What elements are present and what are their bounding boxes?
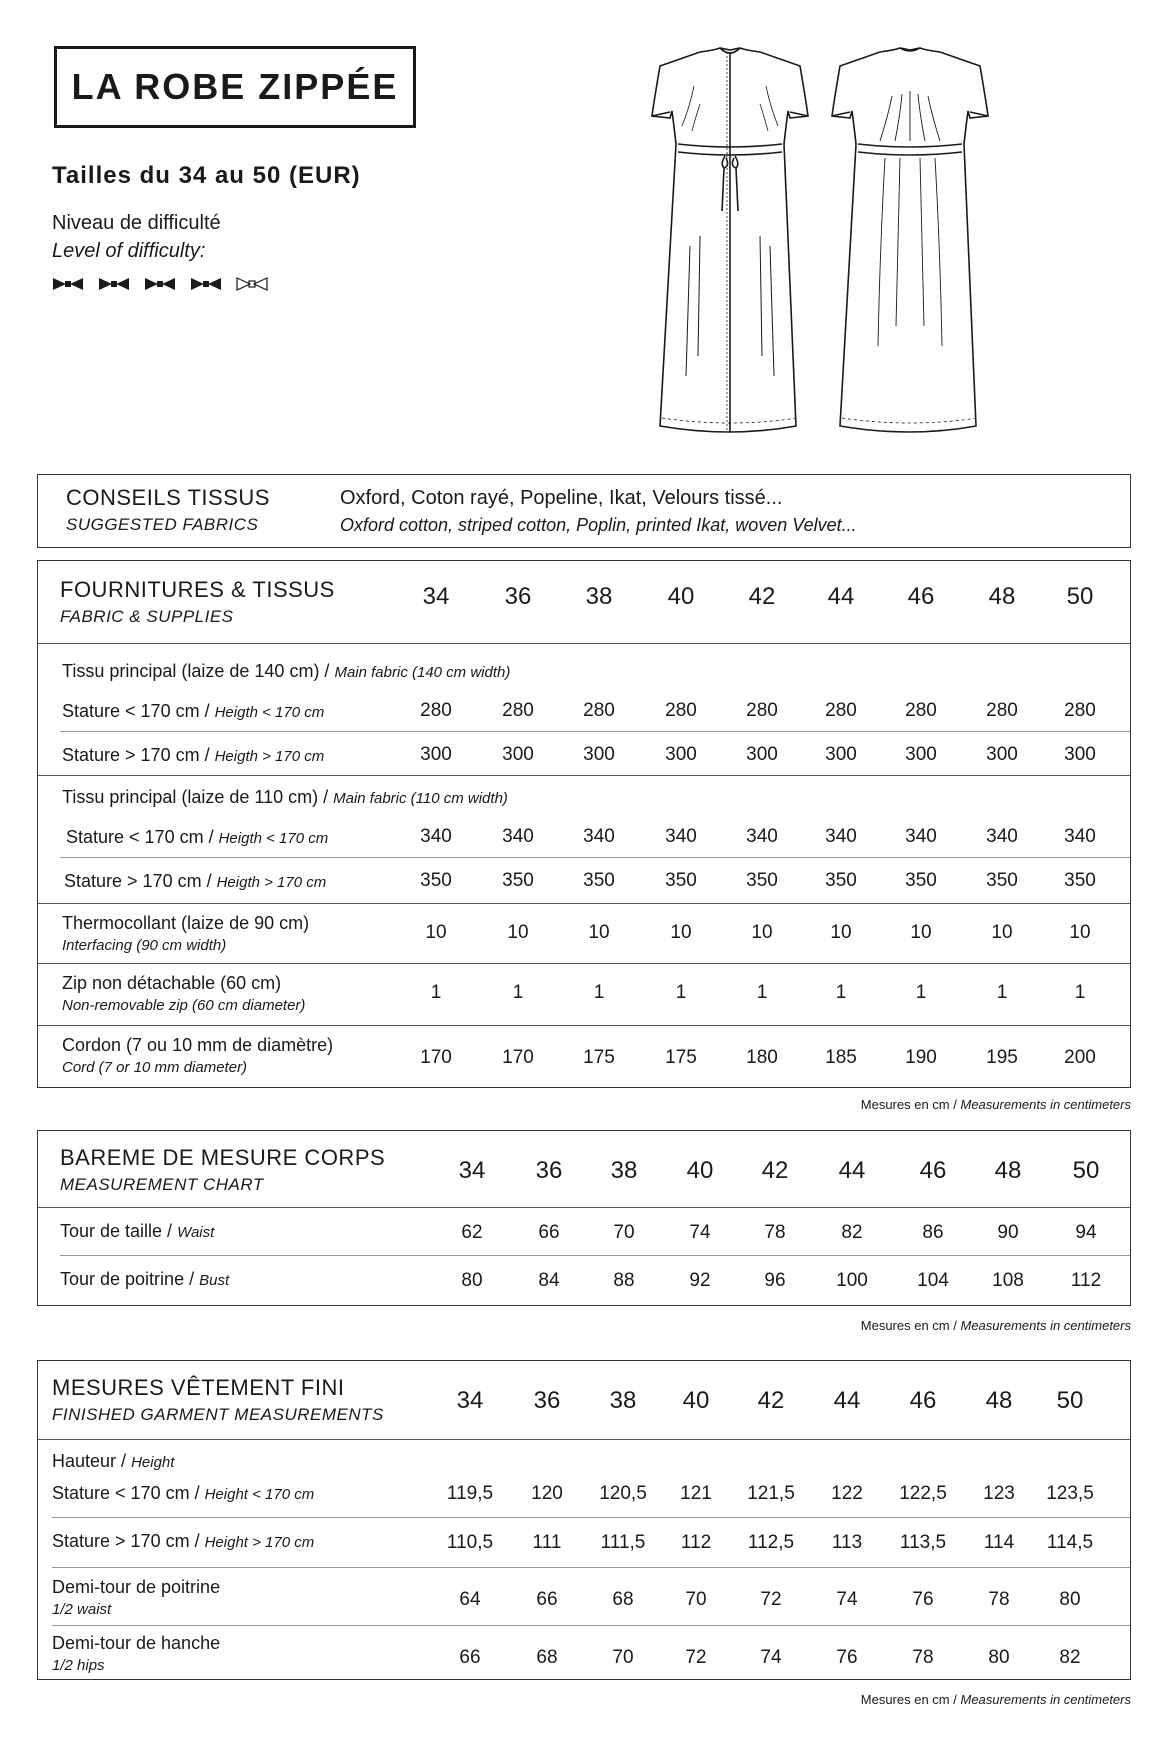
size-header: 48 xyxy=(988,583,1016,610)
size-header: 38 xyxy=(610,1157,638,1184)
table-cell: 1 xyxy=(593,982,605,1003)
table-cell: 78 xyxy=(764,1222,786,1243)
row-label: Stature > 170 cm / Heigth > 170 cm xyxy=(64,871,327,891)
difficulty-label-fr: Niveau de difficulté xyxy=(52,212,221,234)
table-cell: 70 xyxy=(685,1589,707,1610)
table-cell: 80 xyxy=(1059,1589,1081,1610)
row-label: Tour de poitrine / Bust xyxy=(60,1269,230,1289)
size-header: 50 xyxy=(1066,583,1094,610)
table-cell: 340 xyxy=(1064,826,1096,847)
table-cell: 350 xyxy=(1064,870,1096,891)
units-note: Mesures en cm / Measurements in centimeters xyxy=(860,1097,1131,1112)
table-cell: 10 xyxy=(507,922,529,943)
table-cell: 100 xyxy=(836,1270,868,1291)
table-cell: 280 xyxy=(986,700,1018,721)
table-cell: 10 xyxy=(910,922,932,943)
table-cell: 78 xyxy=(988,1589,1010,1610)
table-cell: 62 xyxy=(461,1222,483,1243)
table-cell: 82 xyxy=(841,1222,863,1243)
size-header: 48 xyxy=(994,1157,1022,1184)
table-cell: 68 xyxy=(612,1589,634,1610)
table-cell: 175 xyxy=(583,1047,615,1068)
table-cell: 82 xyxy=(1059,1647,1081,1668)
size-header: 38 xyxy=(585,583,613,610)
table-cell: 300 xyxy=(665,744,697,765)
fabrics-list-fr: Oxford, Coton rayé, Popeline, Ikat, Velours tissé... xyxy=(340,487,783,509)
row-label: Stature < 170 cm / Height < 170 cm xyxy=(52,1483,315,1503)
table-cell: 92 xyxy=(689,1270,711,1291)
table-cell: 340 xyxy=(986,826,1018,847)
dress-technical-drawing xyxy=(620,46,990,446)
row-label: Demi-tour de hanche xyxy=(52,1633,221,1653)
table-cell: 350 xyxy=(746,870,778,891)
row-label: Zip non détachable (60 cm) xyxy=(62,973,282,993)
row-sublabel: 1/2 waist xyxy=(52,1601,112,1618)
table-cell: 175 xyxy=(665,1047,697,1068)
table-cell: 122,5 xyxy=(899,1483,947,1504)
size-header: 44 xyxy=(833,1387,861,1414)
table-cell: 112 xyxy=(1070,1270,1102,1291)
table-cell: 300 xyxy=(746,744,778,765)
fabrics-title-fr: CONSEILS TISSUS xyxy=(66,485,270,510)
table-cell: 66 xyxy=(536,1589,558,1610)
table-cell: 112 xyxy=(680,1532,712,1553)
table-cell: 280 xyxy=(665,700,697,721)
table-cell: 66 xyxy=(459,1647,481,1668)
table-cell: 300 xyxy=(583,744,615,765)
table-cell: 280 xyxy=(905,700,937,721)
table-cell: 94 xyxy=(1075,1222,1097,1243)
sizes-range: Tailles du 34 au 50 (EUR) xyxy=(52,162,361,189)
bow-tie-icon-filled xyxy=(144,276,176,292)
table-cell: 200 xyxy=(1064,1047,1096,1068)
table-cell: 120 xyxy=(531,1483,563,1504)
supplies-title-fr: FOURNITURES & TISSUS xyxy=(60,577,335,602)
table-cell: 1 xyxy=(1074,982,1086,1003)
table-cell: 195 xyxy=(986,1047,1018,1068)
size-header: 36 xyxy=(504,583,532,610)
table-cell: 350 xyxy=(420,870,452,891)
table-cell: 74 xyxy=(760,1647,782,1668)
table-cell: 110,5 xyxy=(446,1532,494,1553)
row-sublabel: Interfacing (90 cm width) xyxy=(62,937,227,954)
table-cell: 340 xyxy=(905,826,937,847)
table-cell: 10 xyxy=(830,922,852,943)
table-cell: 170 xyxy=(502,1047,534,1068)
size-header: 36 xyxy=(535,1157,563,1184)
garment-title-fr: MESURES VÊTEMENT FINI xyxy=(52,1375,345,1400)
table-cell: 280 xyxy=(420,700,452,721)
table-cell: 86 xyxy=(922,1222,944,1243)
size-header: 34 xyxy=(422,583,450,610)
table-cell: 88 xyxy=(613,1270,635,1291)
table-cell: 119,5 xyxy=(446,1483,494,1504)
table-cell: 340 xyxy=(420,826,452,847)
table-cell: 123,5 xyxy=(1046,1483,1094,1504)
table-cell: 190 xyxy=(905,1047,937,1068)
table-cell: 90 xyxy=(997,1222,1019,1243)
table-cell: 10 xyxy=(991,922,1013,943)
body-title-fr: BAREME DE MESURE CORPS xyxy=(60,1145,386,1170)
body-measurement-table xyxy=(37,1130,1131,1306)
table-cell: 300 xyxy=(1064,744,1096,765)
size-header: 50 xyxy=(1072,1157,1100,1184)
bow-tie-icon-empty xyxy=(236,276,268,292)
table-cell: 123 xyxy=(983,1483,1015,1504)
table-cell: 111 xyxy=(532,1532,562,1553)
table-cell: 1 xyxy=(835,982,847,1003)
bow-tie-icon-filled xyxy=(52,276,84,292)
table-cell: 180 xyxy=(746,1047,778,1068)
table-cell: 350 xyxy=(825,870,857,891)
garment-title-en: FINISHED GARMENT MEASUREMENTS xyxy=(52,1405,384,1424)
size-header: 46 xyxy=(907,583,935,610)
table-cell: 10 xyxy=(670,922,692,943)
table-cell: 350 xyxy=(583,870,615,891)
table-cell: 340 xyxy=(583,826,615,847)
supplies-table xyxy=(37,560,1131,1088)
size-header: 44 xyxy=(838,1157,866,1184)
table-cell: 280 xyxy=(825,700,857,721)
size-header: 34 xyxy=(456,1387,484,1414)
table-cell: 1 xyxy=(756,982,768,1003)
table-cell: 113,5 xyxy=(899,1532,947,1553)
table-cell: 80 xyxy=(461,1270,483,1291)
table-cell: 74 xyxy=(689,1222,711,1243)
size-header: 40 xyxy=(682,1387,710,1414)
row-label: Stature < 170 cm / Heigth < 170 cm xyxy=(62,701,325,721)
table-cell: 300 xyxy=(420,744,452,765)
size-header: 50 xyxy=(1056,1387,1084,1414)
garment-measurement-table xyxy=(37,1360,1131,1680)
size-header: 44 xyxy=(827,583,855,610)
table-cell: 185 xyxy=(825,1047,857,1068)
table-cell: 340 xyxy=(502,826,534,847)
pattern-title: LA ROBE ZIPPÉE xyxy=(54,46,416,128)
size-header: 46 xyxy=(919,1157,947,1184)
row-sublabel: Non-removable zip (60 cm diameter) xyxy=(62,997,306,1014)
section-label: Tissu principal (laize de 140 cm) / Main fabric (140 cm width) xyxy=(62,661,511,681)
table-cell: 300 xyxy=(986,744,1018,765)
table-cell: 350 xyxy=(905,870,937,891)
table-cell: 114 xyxy=(983,1532,1015,1553)
table-cell: 120,5 xyxy=(599,1483,647,1504)
table-cell: 70 xyxy=(613,1222,635,1243)
table-cell: 1 xyxy=(430,982,442,1003)
size-header: 40 xyxy=(686,1157,714,1184)
table-cell: 76 xyxy=(912,1589,934,1610)
table-cell: 70 xyxy=(612,1647,634,1668)
table-cell: 72 xyxy=(760,1589,782,1610)
table-cell: 280 xyxy=(1064,700,1096,721)
table-cell: 113 xyxy=(831,1532,863,1553)
row-sublabel: 1/2 hips xyxy=(52,1657,105,1674)
table-cell: 300 xyxy=(502,744,534,765)
size-header: 40 xyxy=(667,583,695,610)
table-cell: 74 xyxy=(836,1589,858,1610)
table-cell: 121 xyxy=(680,1483,712,1504)
table-cell: 1 xyxy=(675,982,687,1003)
table-cell: 68 xyxy=(536,1647,558,1668)
table-cell: 350 xyxy=(665,870,697,891)
size-header: 42 xyxy=(757,1387,785,1414)
table-cell: 64 xyxy=(459,1589,481,1610)
table-cell: 170 xyxy=(420,1047,452,1068)
size-header: 42 xyxy=(748,583,776,610)
table-cell: 108 xyxy=(992,1270,1024,1291)
table-cell: 104 xyxy=(917,1270,949,1291)
table-cell: 10 xyxy=(1069,922,1091,943)
difficulty-label-en: Level of difficulty: xyxy=(52,240,206,262)
table-cell: 300 xyxy=(825,744,857,765)
table-cell: 66 xyxy=(538,1222,560,1243)
table-cell: 96 xyxy=(764,1270,786,1291)
row-sublabel: Cord (7 or 10 mm diameter) xyxy=(62,1059,248,1076)
table-cell: 280 xyxy=(502,700,534,721)
fabrics-box xyxy=(37,474,1131,548)
size-header: 36 xyxy=(533,1387,561,1414)
table-cell: 280 xyxy=(746,700,778,721)
size-header: 48 xyxy=(985,1387,1013,1414)
table-cell: 122 xyxy=(831,1483,863,1504)
dress-front-sketch xyxy=(652,48,808,432)
table-cell: 72 xyxy=(685,1647,707,1668)
size-header: 46 xyxy=(909,1387,937,1414)
row-label: Stature > 170 cm / Heigth > 170 cm xyxy=(62,745,325,765)
units-note: Mesures en cm / Measurements in centimeters xyxy=(860,1318,1131,1333)
row-label: Demi-tour de poitrine xyxy=(52,1577,221,1597)
table-cell: 340 xyxy=(665,826,697,847)
table-cell: 1 xyxy=(996,982,1008,1003)
table-cell: 80 xyxy=(988,1647,1010,1668)
size-header: 42 xyxy=(761,1157,789,1184)
table-cell: 280 xyxy=(583,700,615,721)
table-cell: 350 xyxy=(986,870,1018,891)
table-cell: 112,5 xyxy=(747,1532,795,1553)
size-header: 38 xyxy=(609,1387,637,1414)
table-cell: 10 xyxy=(751,922,773,943)
row-label: Thermocollant (laize de 90 cm) xyxy=(62,913,310,933)
table-cell: 350 xyxy=(502,870,534,891)
row-label: Tour de taille / Waist xyxy=(60,1221,215,1241)
body-title-en: MEASUREMENT CHART xyxy=(60,1175,264,1194)
dress-back-sketch xyxy=(832,48,988,432)
table-cell: 340 xyxy=(825,826,857,847)
table-cell: 1 xyxy=(512,982,524,1003)
table-cell: 84 xyxy=(538,1270,560,1291)
row-label: Stature < 170 cm / Heigth < 170 cm xyxy=(66,827,329,847)
table-cell: 76 xyxy=(836,1647,858,1668)
section-label: Hauteur / Height xyxy=(52,1451,175,1471)
section-label: Tissu principal (laize de 110 cm) / Main fabric (110 cm width) xyxy=(62,787,508,807)
table-cell: 1 xyxy=(915,982,927,1003)
bow-tie-icon-filled xyxy=(190,276,222,292)
table-cell: 111,5 xyxy=(600,1532,646,1553)
bow-tie-icon-filled xyxy=(98,276,130,292)
fabrics-title-en: SUGGESTED FABRICS xyxy=(66,515,259,534)
difficulty-rating xyxy=(52,276,268,292)
table-cell: 300 xyxy=(905,744,937,765)
table-cell: 114,5 xyxy=(1046,1532,1094,1553)
table-cell: 78 xyxy=(912,1647,934,1668)
row-label: Stature > 170 cm / Height > 170 cm xyxy=(52,1531,315,1551)
table-cell: 10 xyxy=(588,922,610,943)
supplies-title-en: FABRIC & SUPPLIES xyxy=(60,607,234,626)
table-cell: 10 xyxy=(425,922,447,943)
row-label: Cordon (7 ou 10 mm de diamètre) xyxy=(62,1035,334,1055)
size-header: 34 xyxy=(458,1157,486,1184)
units-note: Mesures en cm / Measurements in centimeters xyxy=(860,1692,1131,1707)
fabrics-list-en: Oxford cotton, striped cotton, Poplin, printed Ikat, woven Velvet... xyxy=(340,515,857,535)
table-cell: 121,5 xyxy=(747,1483,795,1504)
table-cell: 340 xyxy=(746,826,778,847)
